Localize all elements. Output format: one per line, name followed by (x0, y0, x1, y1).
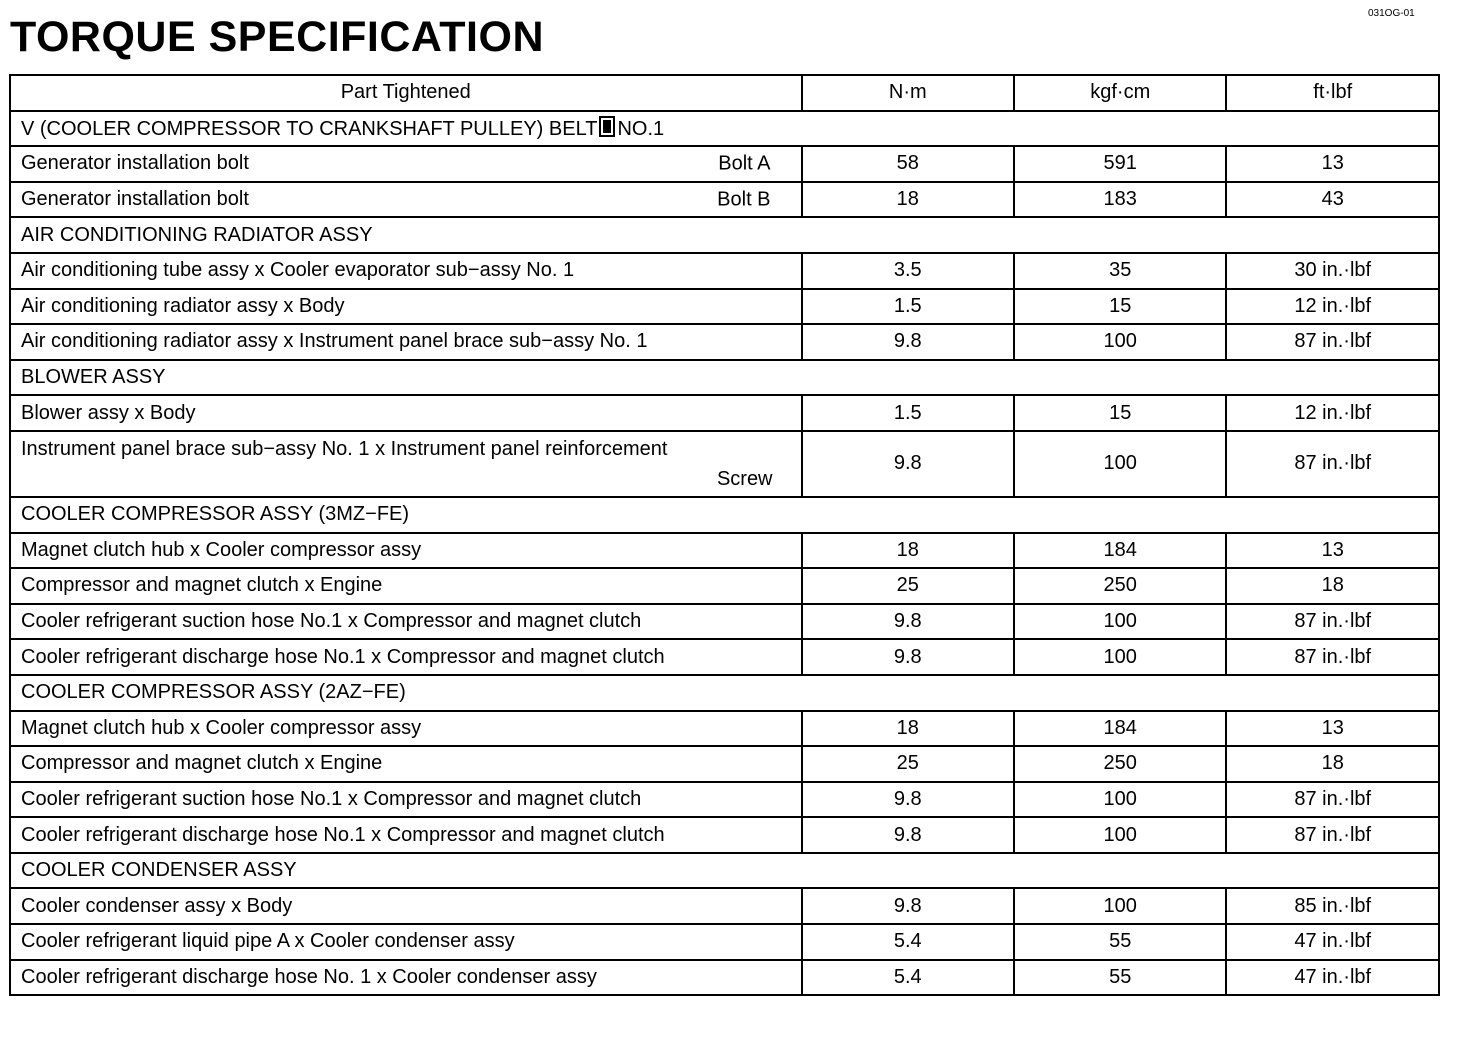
table-row (10, 711, 1439, 747)
part-cell: Cooler condenser assy x Body (10, 888, 802, 924)
table-row (10, 324, 1439, 360)
part-cell (10, 146, 802, 182)
ft-value: 47 in.·lbf (1226, 924, 1439, 960)
table-header-row (10, 75, 1439, 111)
document-code: 031OG-01 (1368, 8, 1415, 19)
ft-value: 87 in.·lbf (1226, 817, 1439, 853)
nm-value: 9.8 (802, 639, 1014, 675)
kgf-value: 100 (1014, 639, 1226, 675)
ft-value: 18 (1226, 746, 1439, 782)
nm-value: 1.5 (802, 289, 1014, 325)
table-row (10, 604, 1439, 640)
part-cell: Cooler refrigerant suction hose No.1 x Compressor and magnet clutch (10, 604, 802, 640)
kgf-value: 183 (1014, 182, 1226, 218)
part-text: Generator installation bolt (21, 152, 249, 175)
kgf-value: 100 (1014, 324, 1226, 360)
part-text: Generator installation bolt (21, 188, 249, 211)
section-row (10, 360, 1439, 396)
kgf-value: 184 (1014, 533, 1226, 569)
part-qualifier: Bolt A (718, 152, 771, 175)
table-row (10, 395, 1439, 431)
header-kgf-cm: kgf·cm (1014, 75, 1226, 111)
part-qualifier: Screw (716, 467, 773, 490)
header-nm: N·m (802, 75, 1014, 111)
nm-value: 25 (802, 746, 1014, 782)
ft-value: 12 in.·lbf (1226, 395, 1439, 431)
kgf-value: 250 (1014, 568, 1226, 604)
section-title-suffix: NO.1 (617, 117, 665, 140)
kgf-value: 15 (1014, 395, 1226, 431)
table-row (10, 782, 1439, 818)
nm-value: 5.4 (802, 924, 1014, 960)
table-row (10, 533, 1439, 569)
nm-value: 18 (802, 182, 1014, 218)
section-title (10, 111, 1439, 147)
part-cell: Cooler refrigerant discharge hose No. 1 x Cooler condenser assy (10, 960, 802, 996)
section-row (10, 853, 1439, 889)
part-cell: Cooler refrigerant liquid pipe A x Cooler condenser assy (10, 924, 802, 960)
table-row (10, 431, 1439, 497)
ft-value: 87 in.·lbf (1226, 639, 1439, 675)
section-title: AIR CONDITIONING RADIATOR ASSY (10, 217, 1439, 253)
section-title: BLOWER ASSY (10, 360, 1439, 396)
kgf-value: 184 (1014, 711, 1226, 747)
kgf-value: 35 (1014, 253, 1226, 289)
kgf-value: 100 (1014, 888, 1226, 924)
ft-value: 13 (1226, 711, 1439, 747)
part-cell: Magnet clutch hub x Cooler compressor assy (10, 533, 802, 569)
page-title: TORQUE SPECIFICATION (10, 13, 544, 61)
kgf-value: 100 (1014, 817, 1226, 853)
nm-value: 58 (802, 146, 1014, 182)
part-cell: Air conditioning radiator assy x Instrument panel brace sub−assy No. 1 (10, 324, 802, 360)
section-title: COOLER COMPRESSOR ASSY (3MZ−FE) (10, 497, 1439, 533)
nm-value: 25 (802, 568, 1014, 604)
table-row (10, 146, 1439, 182)
section-title: COOLER CONDENSER ASSY (10, 853, 1439, 889)
kgf-value: 55 (1014, 924, 1226, 960)
kgf-value: 100 (1014, 782, 1226, 818)
kgf-value: 15 (1014, 289, 1226, 325)
nm-value: 5.4 (802, 960, 1014, 996)
section-row (10, 675, 1439, 711)
section-title: COOLER COMPRESSOR ASSY (2AZ−FE) (10, 675, 1439, 711)
part-cell: Air conditioning radiator assy x Body (10, 289, 802, 325)
part-cell: Compressor and magnet clutch x Engine (10, 568, 802, 604)
part-cell: Blower assy x Body (10, 395, 802, 431)
nm-value: 9.8 (802, 888, 1014, 924)
section-row (10, 217, 1439, 253)
kgf-value: 250 (1014, 746, 1226, 782)
table-row (10, 924, 1439, 960)
part-cell: Cooler refrigerant discharge hose No.1 x Compressor and magnet clutch (10, 817, 802, 853)
part-cell: Magnet clutch hub x Cooler compressor assy (10, 711, 802, 747)
torque-spec-table (9, 74, 1440, 996)
nm-value: 9.8 (802, 604, 1014, 640)
ft-value: 87 in.·lbf (1226, 604, 1439, 640)
table-row (10, 817, 1439, 853)
part-cell: Cooler refrigerant suction hose No.1 x Compressor and magnet clutch (10, 782, 802, 818)
ft-value: 12 in.·lbf (1226, 289, 1439, 325)
kgf-value: 55 (1014, 960, 1226, 996)
unknown-character-glyph (599, 116, 615, 137)
ft-value: 85 in.·lbf (1226, 888, 1439, 924)
table-row (10, 289, 1439, 325)
ft-value: 43 (1226, 182, 1439, 218)
table-row (10, 746, 1439, 782)
ft-value: 13 (1226, 146, 1439, 182)
kgf-value: 591 (1014, 146, 1226, 182)
kgf-value: 100 (1014, 431, 1226, 497)
part-cell: Compressor and magnet clutch x Engine (10, 746, 802, 782)
nm-value: 1.5 (802, 395, 1014, 431)
ft-value: 87 in.·lbf (1226, 324, 1439, 360)
nm-value: 9.8 (802, 782, 1014, 818)
ft-value: 18 (1226, 568, 1439, 604)
nm-value: 9.8 (802, 431, 1014, 497)
part-cell: Air conditioning tube assy x Cooler evaporator sub−assy No. 1 (10, 253, 802, 289)
nm-value: 18 (802, 711, 1014, 747)
table-row (10, 888, 1439, 924)
table-row (10, 639, 1439, 675)
part-cell (10, 182, 802, 218)
nm-value: 18 (802, 533, 1014, 569)
table-row (10, 960, 1439, 996)
part-cell (10, 431, 802, 497)
kgf-value: 100 (1014, 604, 1226, 640)
table-row (10, 568, 1439, 604)
part-text: Instrument panel brace sub−assy No. 1 x Instrument panel reinforcement (21, 437, 668, 460)
table-row (10, 253, 1439, 289)
nm-value: 3.5 (802, 253, 1014, 289)
section-row (10, 497, 1439, 533)
part-qualifier: Bolt B (717, 188, 771, 211)
ft-value: 87 in.·lbf (1226, 431, 1439, 497)
ft-value: 30 in.·lbf (1226, 253, 1439, 289)
ft-value: 13 (1226, 533, 1439, 569)
ft-value: 87 in.·lbf (1226, 782, 1439, 818)
header-ft-lbf: ft·lbf (1226, 75, 1439, 111)
ft-value: 47 in.·lbf (1226, 960, 1439, 996)
table-row (10, 182, 1439, 218)
header-part-tightened: Part Tightened (10, 75, 802, 111)
section-title-text: V (COOLER COMPRESSOR TO CRANKSHAFT PULLEY) BELT (21, 117, 598, 140)
section-row (10, 111, 1439, 147)
part-cell: Cooler refrigerant discharge hose No.1 x Compressor and magnet clutch (10, 639, 802, 675)
nm-value: 9.8 (802, 324, 1014, 360)
nm-value: 9.8 (802, 817, 1014, 853)
